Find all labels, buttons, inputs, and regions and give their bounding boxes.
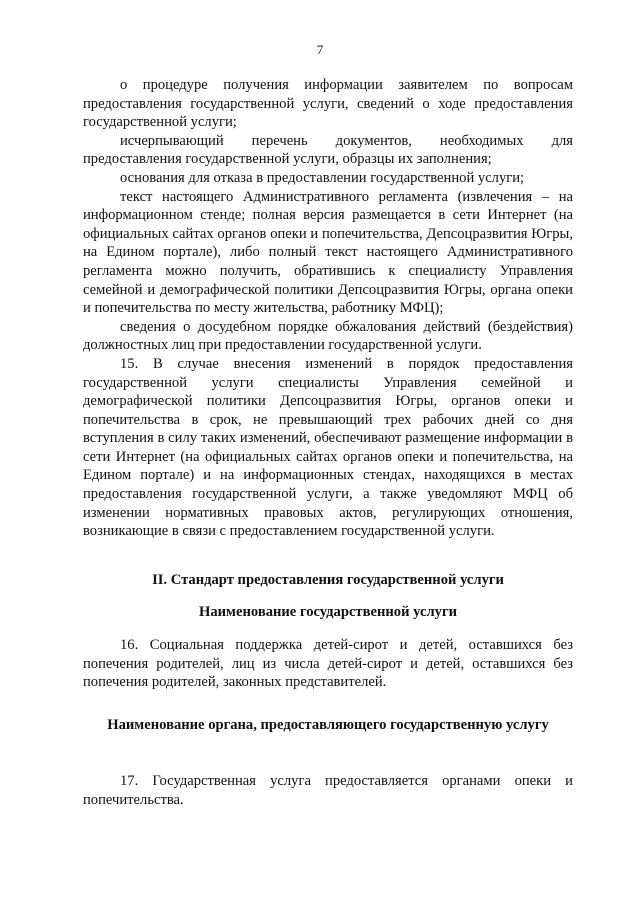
paragraph-17: 17. Государственная услуга предоставляется органами опеки и попечительства. (83, 773, 573, 808)
subheading-service-name: Наименование государственной услуги (199, 604, 457, 620)
paragraph-15: 15. В случае внесения изменений в порядок предоставления государственной услуги специалисты Управления семейной и демографической политики Депсоцразвития Югры, органов опеки и попечительства в срок, не превышающий трех рабочих дней со дня вступления в силу таких изменений, обеспечивают размещение информации в сети Интернет (на официальных сайтах органов опеки и попечительства, на Едином портале) и на информационных стендах, находящихся в местах предоставления государственной услуги, а также уведомляют МФЦ об изменении нормативных правовых актов, регулирующих отношения, возникающие в связи с предоставлением государственной услуги. (83, 355, 573, 540)
paragraph: основания для отказа в предоставлении государственной услуги; (120, 169, 525, 186)
paragraph: текст настоящего Административного регламента (извлечения – на информационном стенде; полная версия размещается в сети Интернет (на официальных сайтах органов опеки и попечительства, Депсоцразвития Югры, на Едином портале), либо полный текст настоящего Административного регламента можно получить, обратившись к специалисту Управления семейной и демографической политики Депсоцразвития Югры, органа опеки и попечительства по месту жительства, работнику МФЦ); (83, 188, 573, 317)
section-title: II. Стандарт предоставления государственной услуги (152, 572, 504, 588)
paragraph-16: 16. Социальная поддержка детей-сирот и детей, оставшихся без попечения родителей, лиц из числа детей-сирот и детей, оставшихся без попечения родителей, законных представителей. (83, 637, 573, 691)
paragraph: сведения о досудебном порядке обжалования действий (бездействия) должностных лиц при предоставлении государственной услуги. (83, 318, 573, 354)
paragraph: исчерпывающий перечень документов, необходимых для предоставления государственной услуги, образцы их заполнения; (83, 132, 573, 168)
page-number: 7 (316, 42, 324, 57)
body-text (83, 76, 573, 541)
subheading-providing-body: Наименование органа, предоставляющего государственную услугу (107, 717, 549, 733)
paragraph: о процедуре получения информации заявителем по вопросам предоставления государственной услуги, сведений о ходе предоставления государственной услуги; (83, 77, 573, 131)
